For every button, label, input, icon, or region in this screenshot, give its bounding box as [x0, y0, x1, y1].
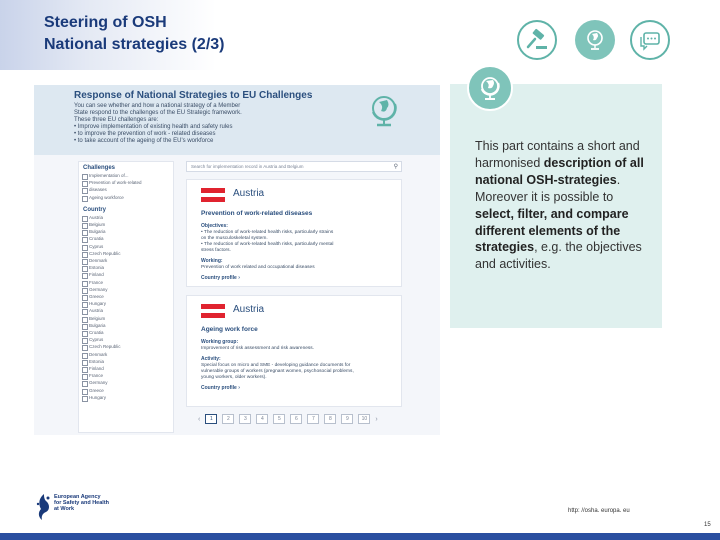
website-screenshot: [34, 85, 440, 435]
gavel-icon-graphic: [524, 27, 550, 53]
card-text: • The reduction of work-related health risks, particularly strains: [201, 230, 334, 235]
next-page-button[interactable]: ›: [375, 415, 378, 423]
country-filter[interactable]: France: [79, 279, 173, 286]
country-filter[interactable]: Estonia: [79, 358, 173, 365]
country-filter[interactable]: Estonia: [79, 264, 173, 271]
desc-emphasis: description of all national OSH-strategies: [475, 155, 644, 187]
strategy-card: [186, 295, 402, 407]
logo-text: [54, 494, 109, 513]
card-title: Ageing work force: [201, 326, 258, 333]
challenge-filter[interactable]: Ageing workforce: [79, 194, 173, 201]
page-button[interactable]: 4: [256, 414, 268, 424]
globe-icon-graphic: [582, 27, 608, 53]
page-button[interactable]: 10: [358, 414, 370, 424]
country-filter[interactable]: Cyprus: [79, 243, 173, 250]
country-filter[interactable]: Greece: [79, 293, 173, 300]
banner-line: You can see whether and how a national strategy of a Member: [74, 103, 241, 109]
description-text: [475, 138, 655, 273]
country-filter[interactable]: Bulgaria: [79, 322, 173, 329]
banner-line: • to improve the prevention of work - related diseases: [74, 131, 216, 137]
banner-line: State respond to the challenges of the EU Strategic framework.: [74, 110, 242, 116]
speech-bubble-icon[interactable]: [630, 20, 670, 60]
card-text: young workers, older workers).: [201, 375, 267, 380]
card-text: stress factors.: [201, 248, 231, 253]
country-filter[interactable]: Czech Republic: [79, 343, 173, 350]
globe-icon: [467, 65, 513, 111]
desc-emphasis: select, filter, and compare different elements of the strategies: [475, 206, 629, 255]
card-country: Austria: [233, 304, 265, 315]
country-filter[interactable]: Germany: [79, 379, 173, 386]
country-heading: Country: [83, 206, 106, 213]
agency-emblem-icon: [34, 492, 54, 522]
card-text: Improvement of risk assessment and risk awareness.: [201, 346, 315, 351]
search-input[interactable]: [186, 161, 402, 172]
country-filter[interactable]: Hungary: [79, 300, 173, 307]
page-button[interactable]: 5: [273, 414, 285, 424]
country-filter[interactable]: France: [79, 372, 173, 379]
country-filter[interactable]: Croatia: [79, 329, 173, 336]
country-profile-link[interactable]: Country profile ›: [201, 275, 240, 281]
logo-line: European Agency: [54, 494, 101, 500]
card-text: on the musculoskeletal system.: [201, 236, 268, 241]
banner-line: These three EU challenges are:: [74, 117, 159, 123]
country-filter[interactable]: Belgium: [79, 221, 173, 228]
title-line-1: Steering of OSH: [44, 14, 167, 31]
card-label: Objectives:: [201, 223, 228, 229]
card-text: Special focus on micro and SME - developing guidance documents for: [201, 363, 351, 368]
card-label: Activity:: [201, 356, 221, 362]
page-button[interactable]: 6: [290, 414, 302, 424]
page-button[interactable]: 7: [307, 414, 319, 424]
card-text: vulnerable groups of workers (pregnant women, psychosocial problems,: [201, 369, 354, 374]
country-filter[interactable]: Greece: [79, 387, 173, 394]
page-button[interactable]: 8: [324, 414, 336, 424]
challenge-filter[interactable]: Implementation of...: [79, 172, 173, 179]
country-filter[interactable]: Denmark: [79, 351, 173, 358]
card-text: • The reduction of work-related health risks, particularly mental: [201, 242, 334, 247]
country-filter[interactable]: Belgium: [79, 315, 173, 322]
search-icon[interactable]: ⚲: [393, 164, 398, 170]
desc-part: , e.g. the objectives and activities.: [475, 240, 642, 272]
logo-line: at Work: [54, 506, 75, 513]
prev-page-button[interactable]: ‹: [198, 415, 201, 423]
country-filter[interactable]: Hungary: [79, 394, 173, 401]
page-number: 15: [704, 522, 711, 528]
title-line-2: National strategies (2/3): [44, 36, 225, 53]
page-button[interactable]: 2: [222, 414, 234, 424]
globe-icon[interactable]: [575, 20, 615, 60]
challenges-heading: Challenges: [83, 165, 116, 171]
screenshot-banner: [34, 85, 440, 155]
challenge-filter[interactable]: diseases: [79, 186, 173, 193]
austria-flag-icon: [201, 304, 225, 318]
filter-sidebar: [78, 161, 174, 433]
page-button[interactable]: 9: [341, 414, 353, 424]
country-filter[interactable]: Denmark: [79, 257, 173, 264]
country-filter[interactable]: Finland: [79, 365, 173, 372]
country-filter[interactable]: Austria: [79, 214, 173, 221]
search-placeholder: Search for implementation record in Austria and Belgium: [191, 164, 304, 169]
card-title: Prevention of work-related diseases: [201, 210, 313, 217]
gavel-icon[interactable]: [517, 20, 557, 60]
eu-osha-logo: [34, 492, 134, 522]
footer-url[interactable]: http: //osha. europa. eu: [568, 508, 630, 514]
card-label: Working:: [201, 258, 223, 264]
page-button[interactable]: 1: [205, 414, 217, 424]
country-filter[interactable]: Austria: [79, 307, 173, 314]
country-filter[interactable]: Bulgaria: [79, 228, 173, 235]
country-filter[interactable]: Croatia: [79, 235, 173, 242]
card-text: Prevention of work related and occupational diseases: [201, 265, 315, 270]
speech-bubble-icon-graphic: [637, 27, 663, 53]
globe-icon: [364, 91, 404, 131]
card-country: Austria: [233, 188, 265, 199]
card-label: Working group:: [201, 339, 239, 345]
banner-title: Response of National Strategies to EU Challenges: [74, 90, 313, 101]
slide-title: [44, 12, 225, 56]
strategy-card: [186, 179, 402, 287]
page-button[interactable]: 3: [239, 414, 251, 424]
banner-line: • Improve implementation of existing health and safety rules: [74, 124, 233, 130]
challenge-filter[interactable]: Prevention of work-related: [79, 179, 173, 186]
country-filter[interactable]: Cyprus: [79, 336, 173, 343]
country-filter[interactable]: Finland: [79, 271, 173, 278]
country-profile-link[interactable]: Country profile ›: [201, 385, 240, 391]
banner-line: • to take account of the ageing of the EU's workforce: [74, 138, 214, 144]
footer-bar: [0, 533, 720, 540]
austria-flag-icon: [201, 188, 225, 202]
desc-part: This part contains a short and harmonised: [475, 139, 640, 170]
country-filter[interactable]: Czech Republic: [79, 250, 173, 257]
desc-part: . Moreover it is possible to: [475, 172, 621, 204]
globe-icon-graphic: [475, 73, 505, 103]
pagination: [198, 413, 378, 425]
logo-line: for Safety and Health: [54, 500, 110, 507]
country-filter[interactable]: Germany: [79, 286, 173, 293]
